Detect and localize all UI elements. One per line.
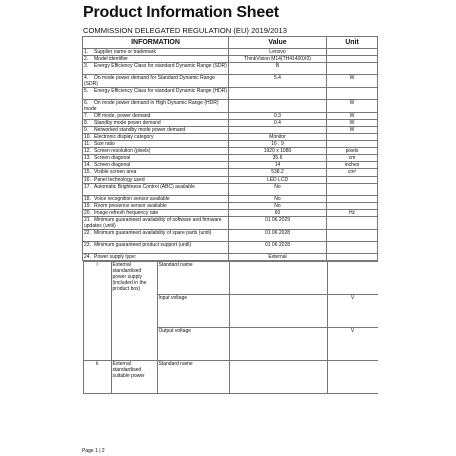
row-label: On mode power demand for Standard Dynamic Range (SDR) — [84, 75, 215, 87]
row-unit — [327, 242, 378, 254]
row-number: 20. — [84, 210, 91, 216]
row-information — [83, 141, 229, 148]
row-number: 24. — [84, 254, 91, 260]
row-information — [83, 230, 229, 242]
row-information — [83, 63, 229, 75]
row-value: 0.3 — [229, 113, 327, 120]
row-number: 13. — [84, 155, 91, 161]
table-row — [83, 100, 378, 113]
row-unit: cm² — [327, 169, 378, 177]
ps-input-voltage-label: Input voltage — [157, 295, 229, 328]
row-label: Standby mode power demand — [94, 120, 161, 126]
row-number: 23. — [84, 242, 91, 248]
row-information — [83, 113, 229, 120]
row-value: B — [229, 63, 327, 75]
row-information — [83, 254, 229, 261]
row-number: 12. — [84, 148, 91, 154]
row-unit: W — [327, 75, 378, 88]
row-information — [83, 169, 229, 177]
ps-input-voltage-value — [229, 295, 327, 328]
row-unit — [327, 134, 378, 141]
row-value: LED LCD — [229, 177, 327, 184]
row-number: 8. — [84, 120, 89, 126]
row-label: Voice recognition sensor available — [94, 196, 170, 202]
row-label: Image refresh frequency rate — [94, 210, 159, 216]
row-value: No — [229, 184, 327, 196]
row-information — [83, 134, 229, 141]
row-value: Monitor — [229, 134, 327, 141]
header-information: INFORMATION — [83, 37, 229, 49]
row-value: 538.2 — [229, 169, 327, 177]
power-supply-row-i — [83, 261, 378, 395]
row-information — [83, 49, 229, 56]
table-row — [83, 196, 378, 203]
row-number: 1. — [84, 49, 89, 55]
row-number: 7. — [84, 113, 89, 119]
row-unit — [327, 63, 378, 75]
table-row — [83, 134, 378, 141]
row-value — [229, 88, 327, 100]
row-value: 60 — [229, 210, 327, 217]
row-unit — [327, 217, 378, 230]
row-information — [83, 148, 229, 155]
ps-i-standard-value — [229, 262, 327, 295]
table-row — [83, 210, 378, 217]
row-number: 10. — [84, 134, 91, 140]
table-row — [83, 203, 378, 210]
row-information — [83, 210, 229, 217]
row-value: 35.6 — [229, 155, 327, 162]
ps-input-voltage-unit: V — [327, 295, 378, 328]
row-label: Screen resolution (pixels) — [94, 148, 151, 154]
ps-ii-standard-name: Standard name — [157, 361, 229, 394]
row-unit — [327, 56, 378, 63]
row-information — [83, 184, 229, 196]
table-row — [83, 49, 378, 56]
row-value: External — [229, 254, 327, 261]
row-information — [83, 217, 229, 230]
ps-i-standard-name: Standard name — [157, 262, 229, 295]
row-value: 1920 x 1080 — [229, 148, 327, 155]
row-information — [83, 127, 229, 134]
row-unit — [327, 184, 378, 196]
table-row — [83, 63, 378, 75]
row-information — [83, 88, 229, 100]
row-information — [83, 56, 229, 63]
row-label: Minimum guaranteed availability of software and firmware updates (until) — [84, 217, 222, 229]
ps-ii-standard-unit — [327, 361, 378, 394]
row-value: 14 — [229, 162, 327, 169]
header-unit: Unit — [327, 37, 378, 49]
row-label: Electronic display category — [94, 134, 154, 140]
row-unit — [327, 49, 378, 56]
row-value: Lenovo — [229, 49, 327, 56]
table-row — [83, 184, 378, 196]
table-row — [83, 169, 378, 177]
row-number: 9. — [84, 127, 89, 133]
table-row — [83, 162, 378, 169]
row-label: Screen diagonal — [94, 162, 131, 168]
row-label: Minimum guaranteed availability of spare parts (until) — [94, 230, 212, 236]
row-value — [229, 127, 327, 134]
row-label: Power supply type: — [94, 254, 137, 260]
row-number: 19. — [84, 203, 91, 209]
row-label: Minimum guaranteed product support (until) — [94, 242, 191, 248]
row-information — [83, 155, 229, 162]
row-value: 01 06 2028 — [229, 230, 327, 242]
row-value — [229, 100, 327, 113]
row-label: Networked standby mode power demand — [94, 127, 186, 133]
row-information — [83, 75, 229, 88]
table-row — [83, 75, 378, 88]
ps-i-marker: i — [83, 262, 111, 361]
row-unit: pixels — [327, 148, 378, 155]
row-number: 15. — [84, 169, 91, 175]
row-unit — [327, 196, 378, 203]
row-label: Energy Efficiency Class for standard Dynamic Range (HDR) — [94, 88, 228, 94]
row-value: 01 06 2028 — [229, 242, 327, 254]
row-label: Visible screen area — [94, 169, 137, 175]
row-information — [83, 242, 229, 254]
page-footer: Page 1 | 2 — [82, 448, 105, 454]
table-row — [83, 242, 378, 254]
table-row — [83, 177, 378, 184]
row-unit: W — [327, 127, 378, 134]
row-unit — [327, 203, 378, 210]
header-value: Value — [229, 37, 327, 49]
row-information — [83, 203, 229, 210]
row-unit: Hz — [327, 210, 378, 217]
row-information — [83, 177, 229, 184]
ps-output-voltage-unit: V — [327, 328, 378, 361]
product-info-table — [82, 36, 378, 394]
table-body — [83, 49, 378, 261]
row-value: No — [229, 203, 327, 210]
page-title: Product Information Sheet — [83, 4, 279, 21]
row-value: No — [229, 196, 327, 203]
row-unit — [327, 141, 378, 148]
row-label: Screen diagonal — [94, 155, 131, 161]
row-number: 2. — [84, 56, 89, 62]
table-row — [83, 148, 378, 155]
row-number: 14. — [84, 162, 91, 168]
row-label: Automatic Brightness Control (ABC) available — [94, 184, 195, 190]
row-label: On mode power demand in High Dynamic Range (HDR) mode — [84, 100, 219, 112]
row-number: 22. — [84, 230, 91, 236]
table-row — [83, 56, 378, 63]
row-number: 11. — [84, 141, 91, 147]
ps-ii-marker: ii — [83, 361, 111, 394]
ps-ii-label: External standardised suitable power — [111, 361, 157, 394]
row-unit — [327, 88, 378, 100]
row-number: 17. — [84, 184, 91, 190]
row-information — [83, 100, 229, 113]
ps-i-standard-unit — [327, 262, 378, 295]
row-value: 0.4 — [229, 120, 327, 127]
ps-output-voltage-value — [229, 328, 327, 361]
table-row — [83, 141, 378, 148]
row-number: 18. — [84, 196, 91, 202]
power-supply-block — [83, 261, 378, 395]
row-information — [83, 162, 229, 169]
table-row — [83, 254, 378, 261]
row-information — [83, 120, 229, 127]
table-row — [83, 230, 378, 242]
row-value: 01 06 2029 — [229, 217, 327, 230]
table-header-row — [83, 37, 378, 49]
row-number: 3. — [84, 63, 89, 69]
row-label: Energy Efficiency Class for standard Dynamic Range (SDR) — [94, 63, 227, 69]
regulation-subtitle: COMMISSION DELEGATED REGULATION (EU) 2019/2013 — [83, 26, 287, 35]
ps-i-label: External standardised power supply (included in the product box) — [111, 262, 157, 361]
row-unit — [327, 177, 378, 184]
table-row — [83, 217, 378, 230]
row-unit: W — [327, 120, 378, 127]
row-number: 6. — [84, 100, 89, 106]
row-unit — [327, 254, 378, 261]
table-row — [83, 127, 378, 134]
ps-ii-standard-value — [229, 361, 327, 394]
row-unit: W — [327, 113, 378, 120]
row-number: 16. — [84, 177, 91, 183]
row-unit — [327, 230, 378, 242]
row-value: ThinkVision M14(TH41400X0) — [229, 56, 327, 63]
row-unit: cm — [327, 155, 378, 162]
row-unit: W — [327, 100, 378, 113]
table-row — [83, 155, 378, 162]
row-value: 5.4 — [229, 75, 327, 88]
row-value: 16 : 9 — [229, 141, 327, 148]
row-number: 4. — [84, 75, 89, 81]
table-row — [83, 88, 378, 100]
row-label: Supplier name or trademark — [94, 49, 156, 55]
row-number: 5. — [84, 88, 89, 94]
row-unit: inches — [327, 162, 378, 169]
row-label: Model identifier — [94, 56, 128, 62]
table-row — [83, 113, 378, 120]
row-label: Room presence sensor available — [94, 203, 167, 209]
row-label: Off mode, power demand — [94, 113, 151, 119]
table-row — [83, 120, 378, 127]
row-label: Panel technology used — [94, 177, 145, 183]
row-number: 21. — [84, 217, 91, 223]
row-label: Size ratio — [94, 141, 115, 147]
row-information — [83, 196, 229, 203]
ps-output-voltage-label: Output voltage — [157, 328, 229, 361]
